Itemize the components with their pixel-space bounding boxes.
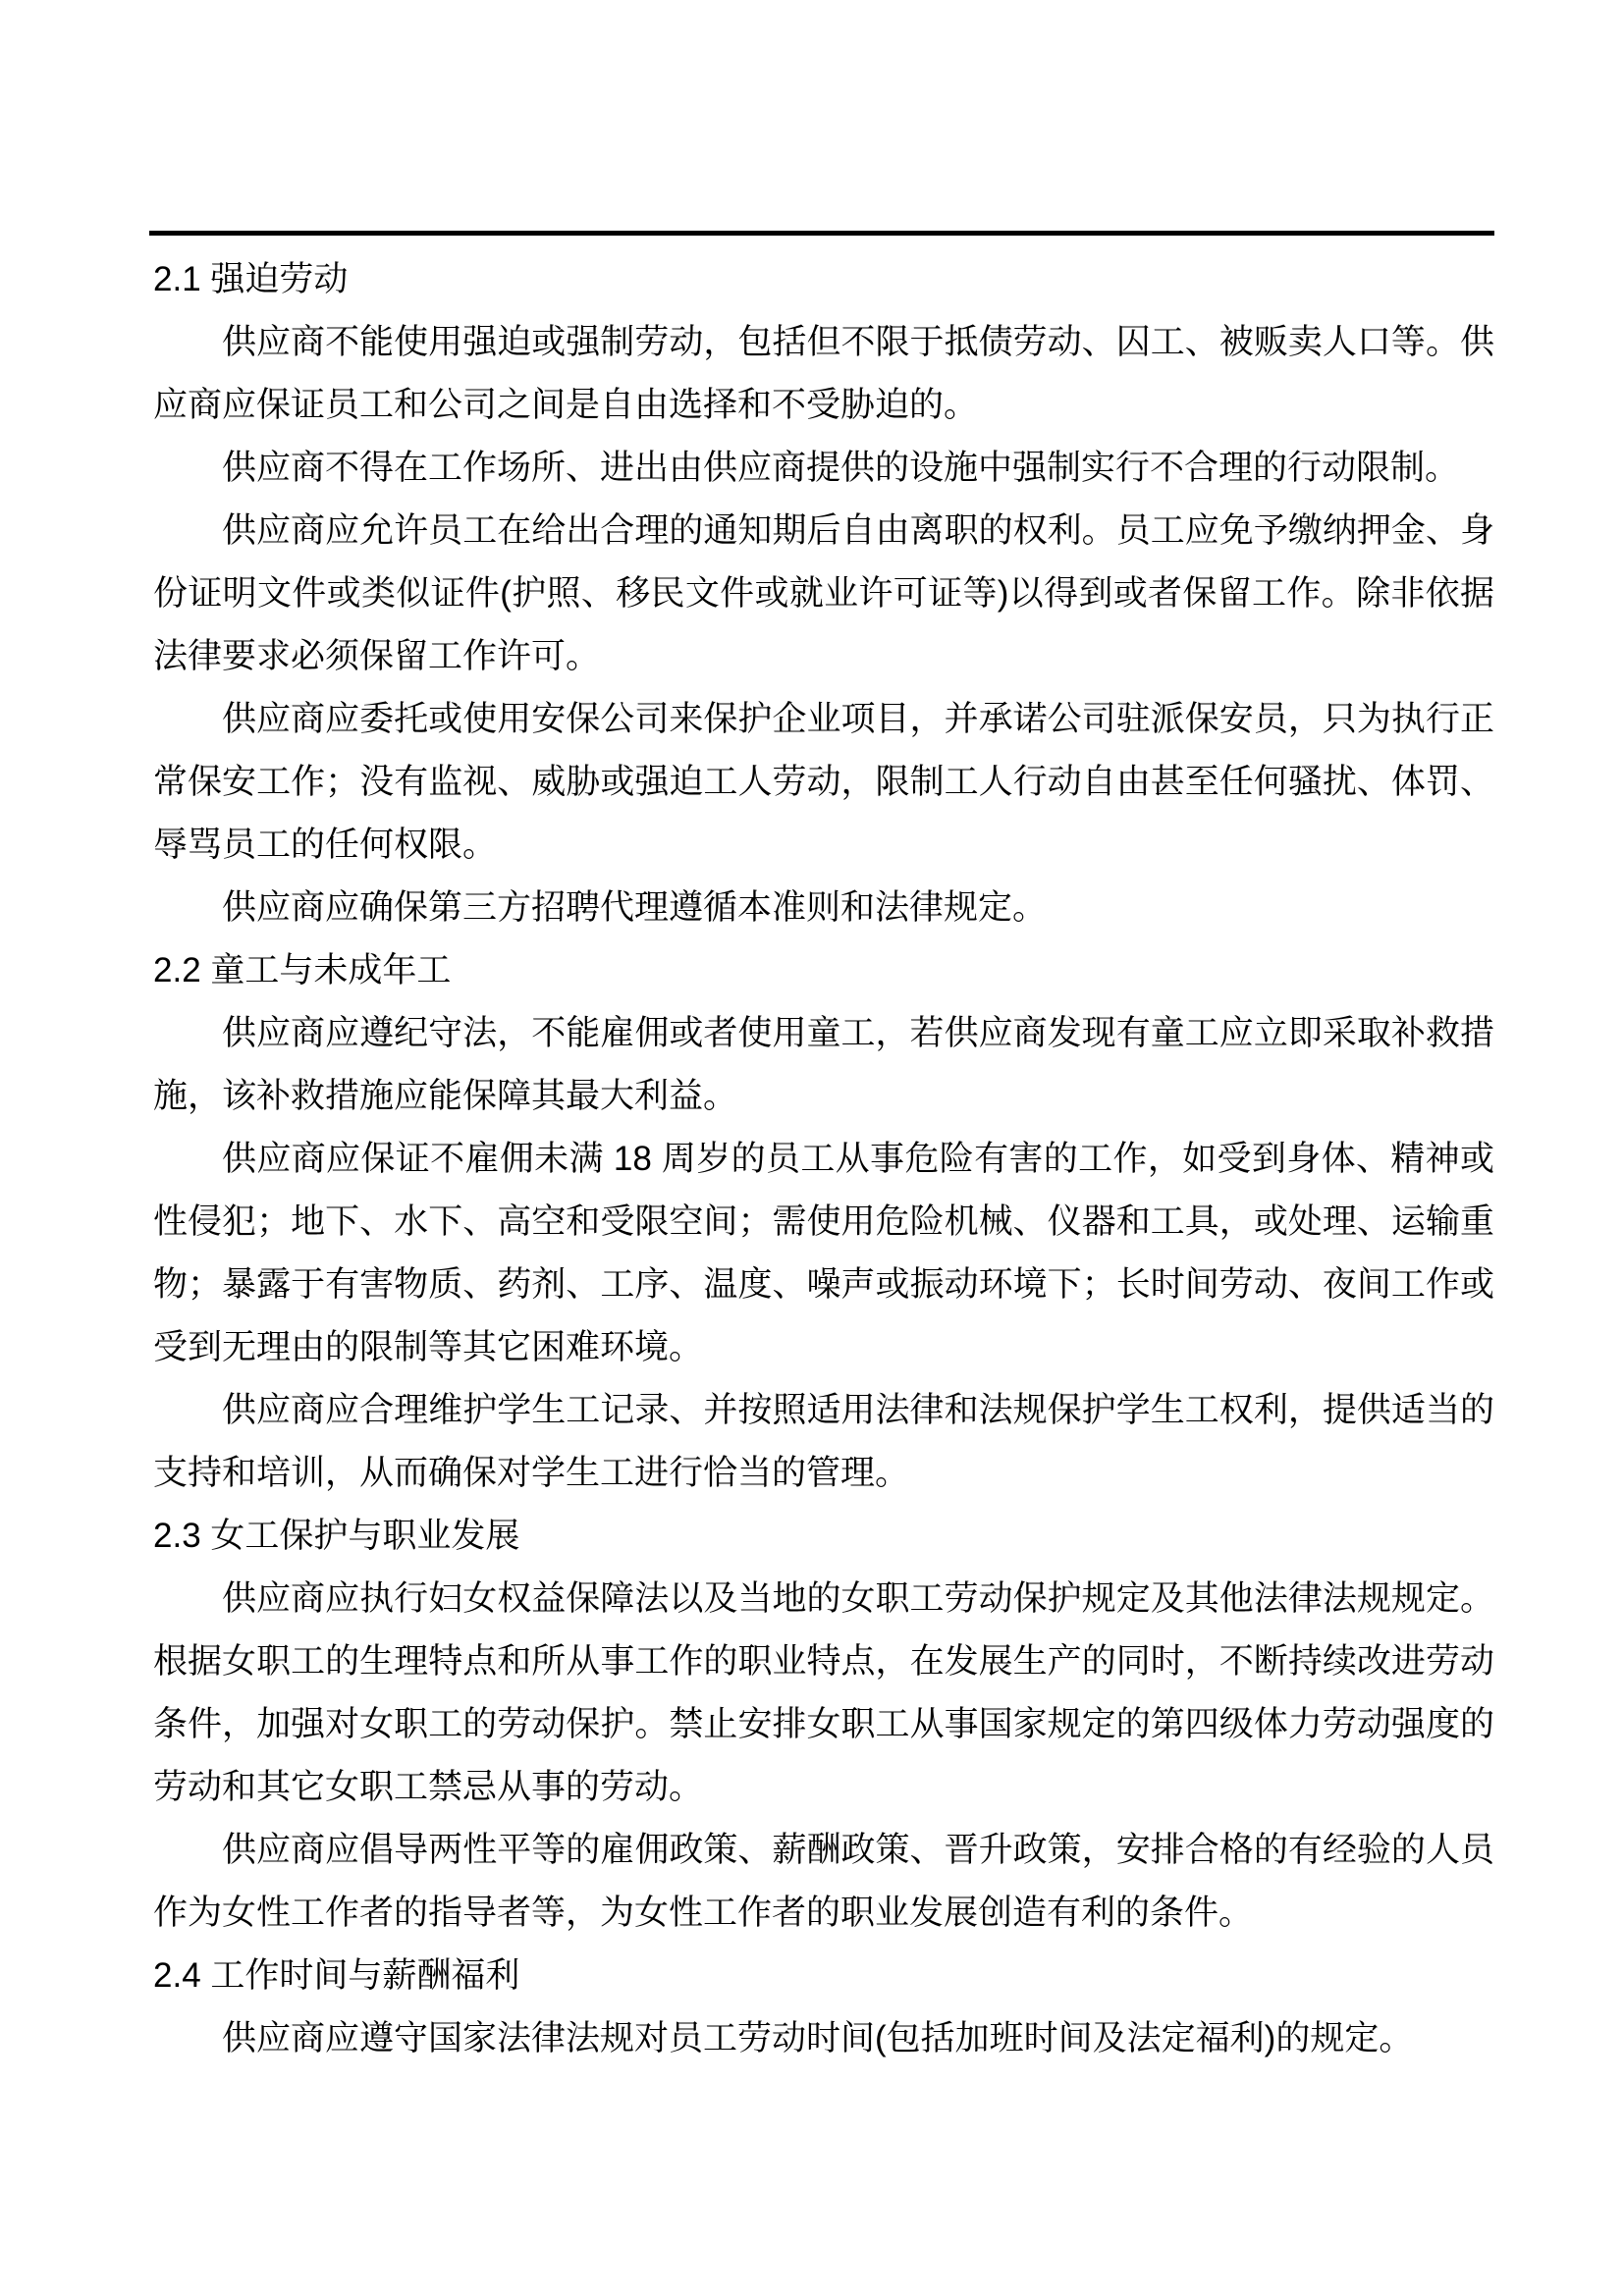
- paragraph: 供应商应遵守国家法律法规对员工劳动时间(包括加班时间及法定福利)的规定。: [222, 2019, 1414, 2057]
- paragraph: 供应商不能使用强迫或强制劳动，包括但不限于抵债劳动、囚工、被贩卖人口等。供应商应保证员工和公司之间是自由选择和不受胁迫的。: [153, 323, 1494, 424]
- paragraph: 供应商应合理维护学生工记录、并按照适用法律和法规保护学生工权利，提供适当的支持和培训，从而确保对学生工进行恰当的管理。: [153, 1391, 1494, 1492]
- section-heading-2-2: 2.2 童工与未成年工: [153, 951, 452, 989]
- paragraph: 供应商应遵纪守法，不能雇佣或者使用童工，若供应商发现有童工应立即采取补救措施，该补救措施应能保障其最大利益。: [153, 1014, 1494, 1115]
- section-heading-2-1: 2.1 强迫劳动: [153, 260, 349, 298]
- paragraph: 供应商应允许员工在给出合理的通知期后自由离职的权利。员工应免予缴纳押金、身份证明文件或类似证件(护照、移民文件或就业许可证等)以得到或者保留工作。除非依据法律要求必须保留工作许可。: [153, 511, 1494, 675]
- paragraph: 供应商应执行妇女权益保障法以及当地的女职工劳动保护规定及其他法律法规规定。根据女职工的生理特点和所从事工作的职业特点，在发展生产的同时，不断持续改进劳动条件，加强对女职工的劳动保护。禁止安排女职工从事国家规定的第四级体力劳动强度的劳动和其它女职工禁忌从事的劳动。: [153, 1579, 1494, 1806]
- header-rule: [149, 231, 1494, 236]
- section-heading-2-3: 2.3 女工保护与职业发展: [153, 1517, 520, 1555]
- paragraph: 供应商应保证不雇佣未满 18 周岁的员工从事危险有害的工作，如受到身体、精神或性侵犯；地下、水下、高空和受限空间；需使用危险机械、仪器和工具，或处理、运输重物；暴露于有害物质、药剂、工序、温度、噪声或振动环境下；长时间劳动、夜间工作或受到无理由的限制等其它困难环境。: [153, 1140, 1494, 1366]
- paragraph: 供应商应倡导两性平等的雇佣政策、薪酬政策、晋升政策，安排合格的有经验的人员作为女性工作者的指导者等，为女性工作者的职业发展创造有利的条件。: [153, 1831, 1494, 1932]
- paragraph: 供应商应确保第三方招聘代理遵循本准则和法律规定。: [222, 888, 1048, 927]
- paragraph: 供应商不得在工作场所、进出由供应商提供的设施中强制实行不合理的行动限制。: [222, 449, 1460, 487]
- paragraph: 供应商应委托或使用安保公司来保护企业项目，并承诺公司驻派保安员，只为执行正常保安工作；没有监视、威胁或强迫工人劳动，限制工人行动自由甚至任何骚扰、体罚、辱骂员工的任何权限。: [153, 700, 1494, 864]
- document-content: [153, 248, 1494, 2070]
- section-heading-2-4: 2.4 工作时间与薪酬福利: [153, 1956, 520, 1995]
